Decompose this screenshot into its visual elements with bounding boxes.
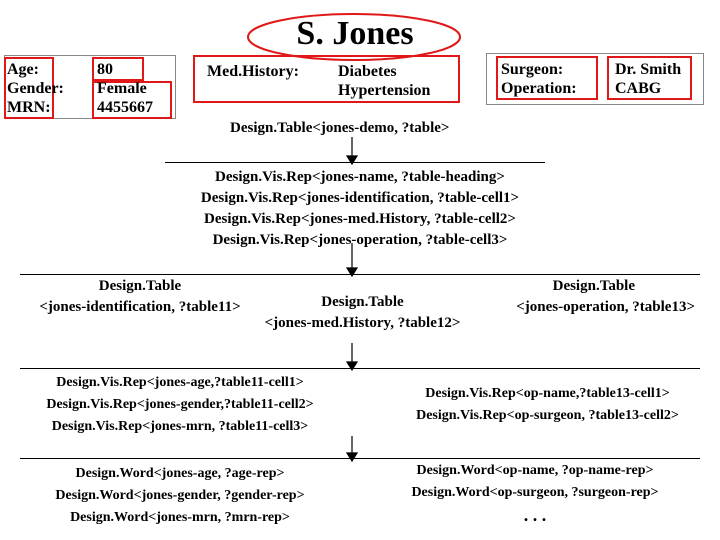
age-value: 80: [97, 61, 113, 78]
surgeon-value: Dr. Smith: [615, 61, 682, 78]
med-history-value-1: Diabetes: [338, 63, 397, 80]
med-history-label: Med.History:: [207, 63, 299, 80]
word-op-surgeon: Design.Word<op-surgeon, ?surgeon-rep>: [411, 485, 659, 500]
operation-label: Operation:: [501, 80, 577, 97]
med-history-value-2: Hypertension: [338, 82, 431, 99]
operation-values: [615, 60, 681, 98]
word-age: Design.Word<jones-age, ?age-rep>: [75, 466, 285, 481]
design-table-root: Design.Table<jones-demo, ?table>: [230, 120, 450, 136]
identification-labels: [7, 60, 64, 117]
sub-table-med-history-title: Design.Table: [321, 294, 404, 310]
gender-value: Female: [97, 80, 147, 97]
age-label: Age:: [7, 61, 39, 78]
right-vis-rep-list: [385, 383, 710, 427]
sub-table-operation-title: Design.Table: [552, 278, 635, 294]
left-vis-rep-list: [10, 372, 350, 438]
vis-rep-op-surgeon: Design.Vis.Rep<op-surgeon, ?table13-cell2>: [416, 408, 679, 423]
word-gender: Design.Word<jones-gender, ?gender-rep>: [55, 488, 305, 503]
separator-1: [165, 162, 545, 163]
operation-labels: [501, 60, 577, 98]
continuation-ellipsis: . . .: [523, 505, 547, 525]
mrn-value: 4455667: [97, 99, 153, 116]
sub-table-operation: [485, 276, 695, 318]
vis-rep-med-history: Design.Vis.Rep<jones-med.History, ?table-cell2>: [204, 211, 516, 227]
separator-3: [20, 368, 700, 369]
identification-values: [97, 60, 153, 117]
vis-rep-mrn: Design.Vis.Rep<jones-mrn, ?table11-cell3>: [51, 419, 309, 434]
separator-4: [20, 458, 700, 459]
med-history-values: [338, 62, 430, 100]
sub-table-med-history-args: <jones-med.History, ?table12>: [264, 315, 461, 331]
sub-table-operation-args: <jones-operation, ?table13>: [516, 299, 695, 315]
vis-rep-age: Design.Vis.Rep<jones-age,?table11-cell1>: [56, 375, 304, 390]
left-word-list: [10, 463, 350, 529]
sub-table-identification-title: Design.Table: [98, 278, 182, 294]
vis-rep-gender: Design.Vis.Rep<jones-gender,?table11-cell2>: [46, 397, 314, 412]
right-word-list: [380, 460, 690, 526]
separator-2: [20, 274, 700, 275]
sub-table-med-history: [250, 292, 475, 334]
gender-label: Gender:: [7, 80, 64, 97]
patient-name-title: S. Jones: [296, 15, 414, 52]
surgeon-label: Surgeon:: [501, 61, 564, 78]
arrow-4-head: [347, 453, 357, 461]
vis-rep-op-name: Design.Vis.Rep<op-name,?table13-cell1>: [425, 386, 670, 401]
word-op-name: Design.Word<op-name, ?op-name-rep>: [416, 463, 654, 478]
operation-value: CABG: [615, 80, 662, 97]
sub-table-identification: [20, 276, 260, 318]
vis-rep-list: [150, 167, 570, 251]
vis-rep-heading: Design.Vis.Rep<jones-name, ?table-heading>: [215, 169, 505, 185]
mrn-label: MRN:: [7, 99, 51, 116]
word-mrn: Design.Word<jones-mrn, ?mrn-rep>: [70, 510, 290, 525]
vis-rep-operation: Design.Vis.Rep<jones-operation, ?table-cell3>: [212, 232, 508, 248]
vis-rep-identification: Design.Vis.Rep<jones-identification, ?table-cell1>: [200, 190, 520, 206]
sub-table-identification-args: <jones-identification, ?table11>: [39, 299, 241, 315]
